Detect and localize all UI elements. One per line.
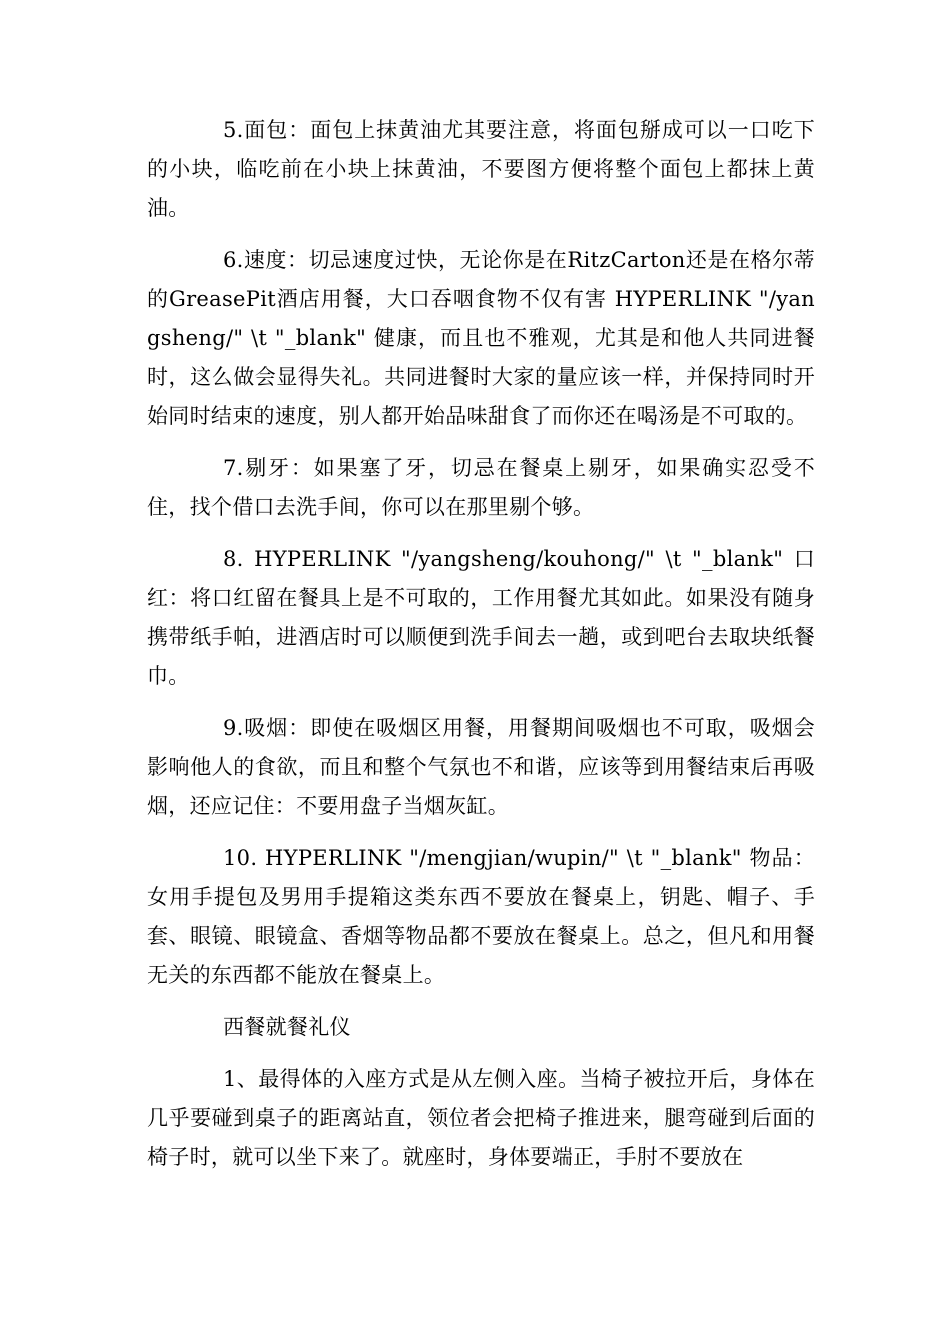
paragraph-smoking: 9.吸烟：即使在吸烟区用餐，用餐期间吸烟也不可取，吸烟会影响他人的食欲，而且和整个气氛也不和谐，应该等到用餐结束后再吸烟，还应记住：不要用盘子当烟灰缸。 (147, 716, 815, 818)
section-heading: 西餐就餐礼仪 (223, 1015, 351, 1039)
paragraph-lipstick: 8. HYPERLINK "/yangsheng/kouhong/" \t "_blank" 口红：将口红留在餐具上是不可取的，工作用餐尤其如此。如果没有随身携带纸手帕，进酒店时可以顺便到洗手间去一趟，或到吧台去取块纸餐巾。 (147, 547, 815, 688)
paragraph-toothpick: 7.剔牙：如果塞了牙，切忌在餐桌上剔牙，如果确实忍受不住，找个借口去洗手间，你可以在那里剔个够。 (147, 456, 815, 519)
paragraph-speed: 6.速度：切忌速度过快，无论你是在RitzCarton还是在格尔蒂的GreasePit酒店用餐，大口吞咽食物不仅有害 HYPERLINK "/yangsheng/" \t "_blank" 健康，而且也不雅观，尤其是和他人共同进餐时，这么做会显得失礼。共同进餐时大家的量应该一样，并保持同时开始同时结束的速度，别人都开始品味甜食了而你还在喝汤是不可取的。 (147, 248, 815, 428)
document-page (147, 111, 815, 1190)
paragraph-bread: 5.面包：面包上抹黄油尤其要注意，将面包掰成可以一口吃下的小块，临吃前在小块上抹黄油，不要图方便将整个面包上都抹上黄油。 (147, 118, 815, 220)
paragraph-items: 10. HYPERLINK "/mengjian/wupin/" \t "_blank" 物品：女用手提包及男用手提箱这类东西不要放在餐桌上，钥匙、帽子、手套、眼镜、眼镜盒、香烟等物品都不要放在餐桌上。总之，但凡和用餐无关的东西都不能放在餐桌上。 (147, 846, 815, 987)
paragraph-seating: 1、最得体的入座方式是从左侧入座。当椅子被拉开后，身体在几乎要碰到桌子的距离站直，领位者会把椅子推进来，腿弯碰到后面的椅子时，就可以坐下来了。就座时，身体要端正，手肘不要放在 (147, 1067, 815, 1169)
